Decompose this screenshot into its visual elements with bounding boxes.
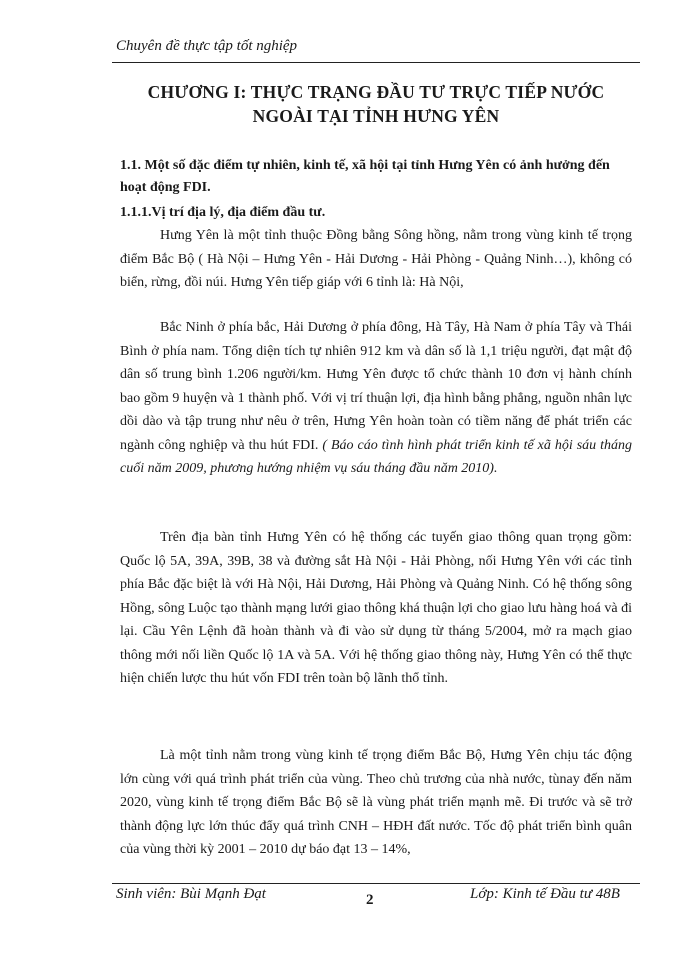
footer-class: Lớp: Kinh tế Đầu tư 48B bbox=[470, 886, 620, 902]
footer-divider bbox=[112, 883, 640, 884]
header-divider bbox=[112, 62, 640, 63]
running-header: Chuyên đề thực tập tốt nghiệp bbox=[116, 38, 298, 54]
chapter-title-line-1: CHƯƠNG I: THỰC TRẠNG ĐẦU TƯ TRỰC TIẾP NƯỚC bbox=[147, 82, 605, 102]
section-heading: 1.1. Một số đặc điểm tự nhiên, kinh tế, xã hội tại tỉnh Hưng Yên có ảnh hưởng đến hoạt động FDI. bbox=[120, 158, 610, 195]
footer-student: Sinh viên: Bùi Mạnh Đạt bbox=[116, 886, 266, 902]
paragraph-location: Hưng Yên là một tỉnh thuộc Đồng bằng Sông hồng, nằm trong vùng kinh tế trọng điểm Bắc Bộ ( Hà Nội – Hưng Yên - Hải Dương - Hải Phòng - Quảng Ninh…), không có biển, rừng, đồi núi. Hưng Yên tiếp giáp với 6 tỉnh là: Hà Nội, bbox=[120, 228, 632, 290]
page-number: 2 bbox=[366, 892, 374, 908]
paragraph-transport: Trên địa bàn tỉnh Hưng Yên có hệ thống các tuyến giao thông quan trọng gồm: Quốc lộ 5A, 39A, 39B, 38 và đường sắt Hà Nội - Hải Phòng, nối Hưng Yên với các tỉnh phía Bắc đặc biệt là với Hà Nội, Hải Dương, Hải Phòng và Quảng Ninh. Có hệ thống sông Hồng, sông Luộc tạo thành mạng lưới giao thông khá thuận lợi cho giao lưu hàng hoá và đi lại. Cầu Yên Lệnh đã hoàn thành và đi vào sử dụng từ tháng 5/2004, mở ra mạch giao thông mới nối liền Quốc lộ 1A và 5A. Với hệ thống giao thông này, Hưng Yên có thể thực hiện chiến lược thu hút vốn FDI trên toàn bộ lãnh thổ tỉnh. bbox=[120, 530, 632, 686]
subsection-heading: 1.1.1.Vị trí địa lý, địa điểm đầu tư. bbox=[120, 205, 326, 220]
citation: ( Báo cáo tình hình phát triển kinh tế xã hội sáu tháng cuối năm 2009, phương hướng nhiệm vụ sáu tháng đầu năm 2010). bbox=[120, 437, 632, 476]
paragraph-borders-text: Bắc Ninh ở phía bắc, Hải Dương ở phía đông, Hà Tây, Hà Nam ở phía Tây và Thái Bình ở phía nam. Tổng diện tích tự nhiên 912 km và dân số là 1,1 triệu người, đạt mật độ dân số trung bình 1.206 người/km. Hưng Yên được tổ chức thành 10 đơn vị hành chính bao gồm 9 huyện và 1 thành phố. Với vị trí thuận lợi, địa hình bằng phẳng, nguồn nhân lực dồi dào và tập trung như nêu ở trên, Hưng Yên hoàn toàn có tiềm năng để phát triển các ngành công nghiệp và thu hút FDI. bbox=[120, 320, 632, 453]
chapter-title-line-2: NGOÀI TẠI TỈNH HƯNG YÊN bbox=[252, 106, 500, 126]
paragraph-economic-zone: Là một tỉnh nằm trong vùng kinh tế trọng điểm Bắc Bộ, Hưng Yên chịu tác động lớn cùng với quá trình phát triển của vùng. Theo chủ trương của nhà nước, tùnay đến năm 2020, vùng kinh tế trọng điểm Bắc Bộ sẽ là vùng phát triển mạnh mẽ. Đi trước và sẽ trở thành động lực lớn thúc đẩy quá trình CNH – HĐH đất nước. Tốc độ phát triển bình quân của vùng thời kỳ 2001 – 2010 dự báo đạt 13 – 14%, bbox=[120, 748, 632, 857]
paragraph-borders bbox=[120, 316, 632, 481]
